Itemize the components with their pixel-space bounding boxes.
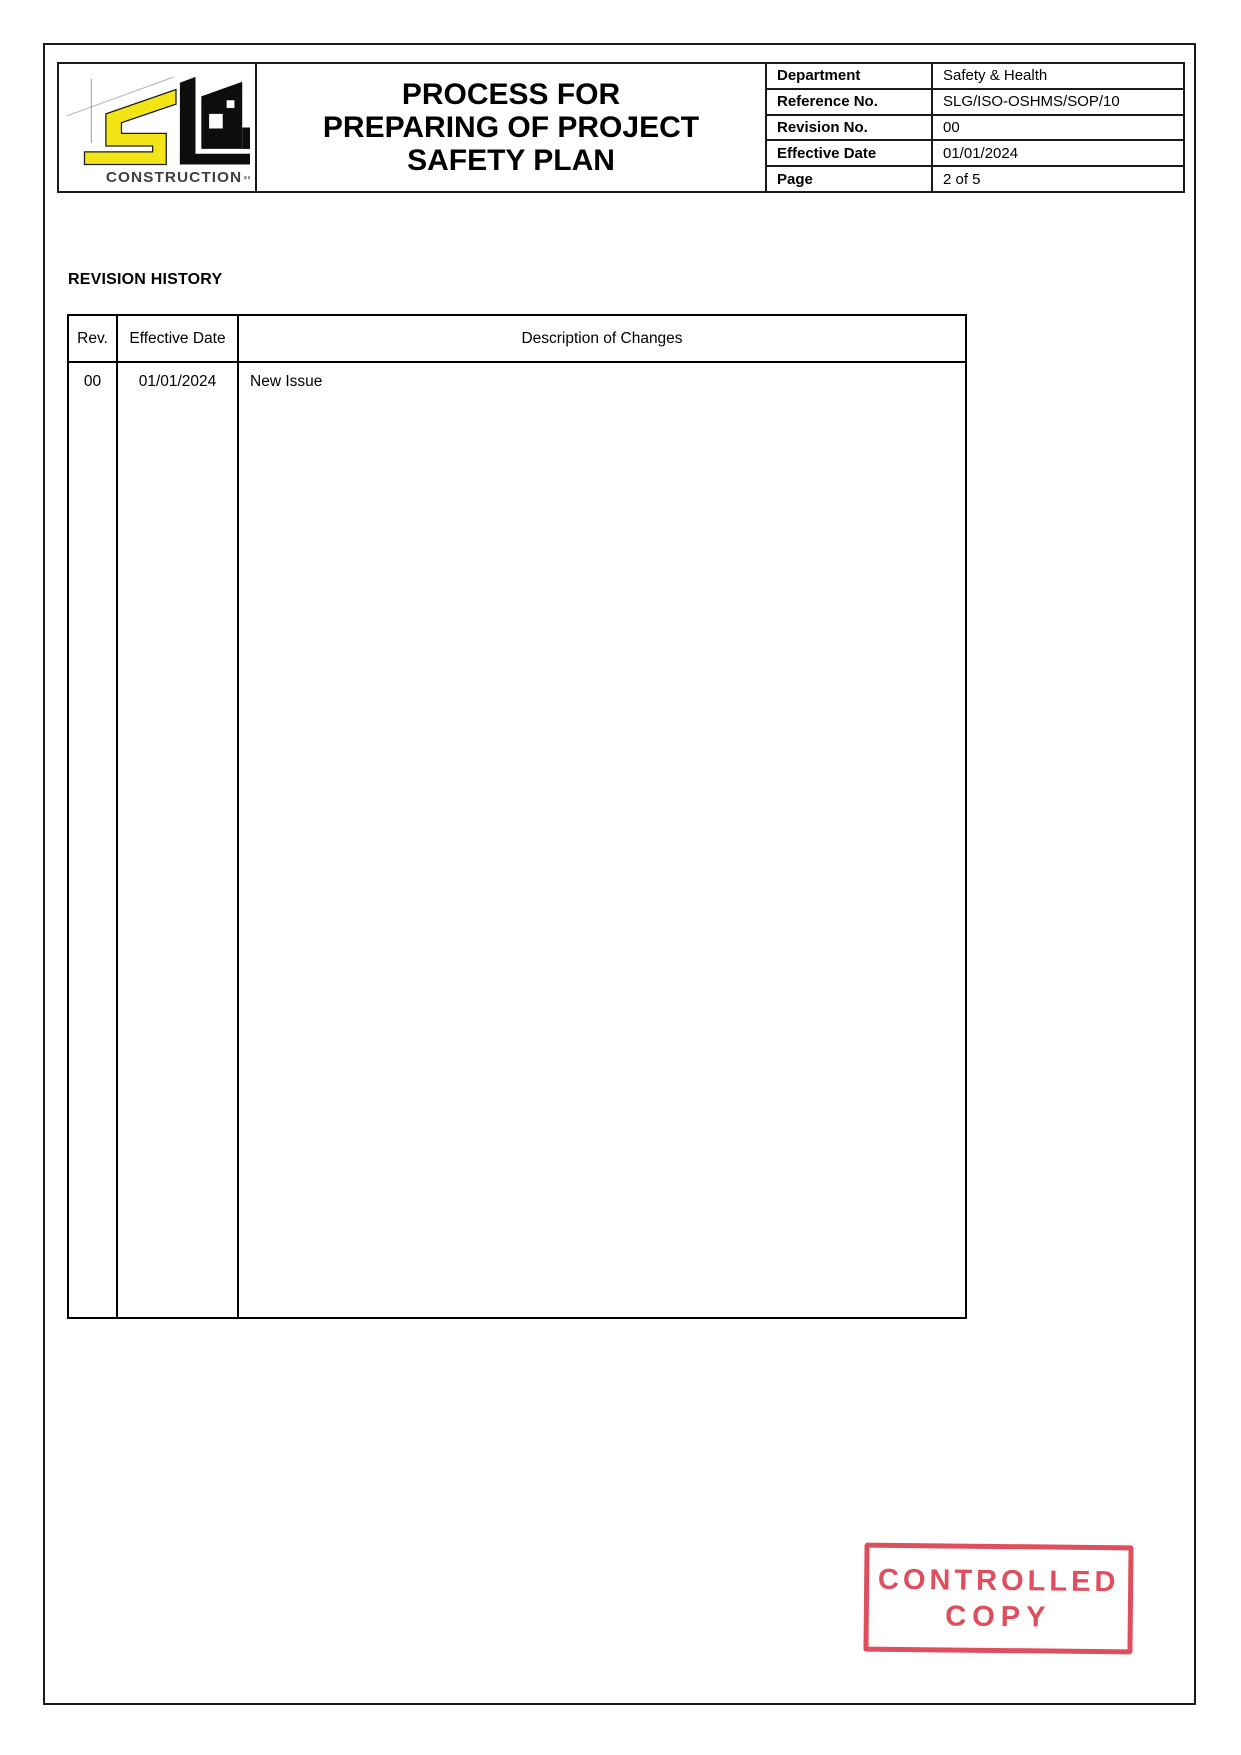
info-row-effective-date: [767, 141, 1183, 167]
info-label: Reference No.: [767, 90, 933, 114]
table-row: [69, 363, 965, 1317]
logo-wordmark: CONSTRUCTION: [105, 169, 242, 186]
slg-construction-logo-icon: [65, 67, 250, 189]
revision-history-heading: REVISION HISTORY: [68, 271, 223, 288]
info-label: Effective Date: [767, 141, 933, 165]
document-header: [57, 62, 1185, 193]
cell-rev: 00: [69, 363, 118, 1317]
company-logo: [59, 64, 257, 191]
controlled-copy-stamp: [863, 1543, 1133, 1655]
stamp-text-controlled: CONTROLLED: [877, 1563, 1120, 1598]
title-line-2: PREPARING OF PROJECT: [322, 111, 700, 144]
info-label: Department: [767, 64, 933, 88]
document-title: [257, 64, 767, 191]
info-row-reference-no: [767, 90, 1183, 116]
info-label: Revision No.: [767, 116, 933, 140]
info-value: SLG/ISO-OSHMS/SOP/10: [943, 93, 1120, 111]
info-label: Page: [767, 167, 933, 191]
cell-description: New Issue: [250, 373, 323, 390]
info-value: 2 of 5: [943, 170, 981, 188]
document-info-table: [767, 64, 1183, 191]
info-value: 00: [943, 118, 960, 136]
title-line-3: SAFETY PLAN: [407, 144, 615, 177]
revision-history-table: [67, 314, 967, 1319]
info-row-revision-no: [767, 116, 1183, 142]
column-header-rev: Rev.: [69, 316, 118, 361]
stamp-text-copy: COPY: [945, 1599, 1052, 1634]
revision-table-header-row: [69, 316, 965, 363]
cell-effective-date: 01/01/2024: [118, 363, 239, 1317]
info-row-department: [767, 64, 1183, 90]
info-row-page: [767, 167, 1183, 191]
column-header-description: Description of Changes: [521, 329, 683, 347]
info-value: Safety & Health: [943, 67, 1048, 85]
column-header-effective-date: Effective Date: [118, 316, 239, 361]
title-line-1: PROCESS FOR: [401, 78, 621, 111]
info-value: 01/01/2024: [943, 144, 1019, 162]
